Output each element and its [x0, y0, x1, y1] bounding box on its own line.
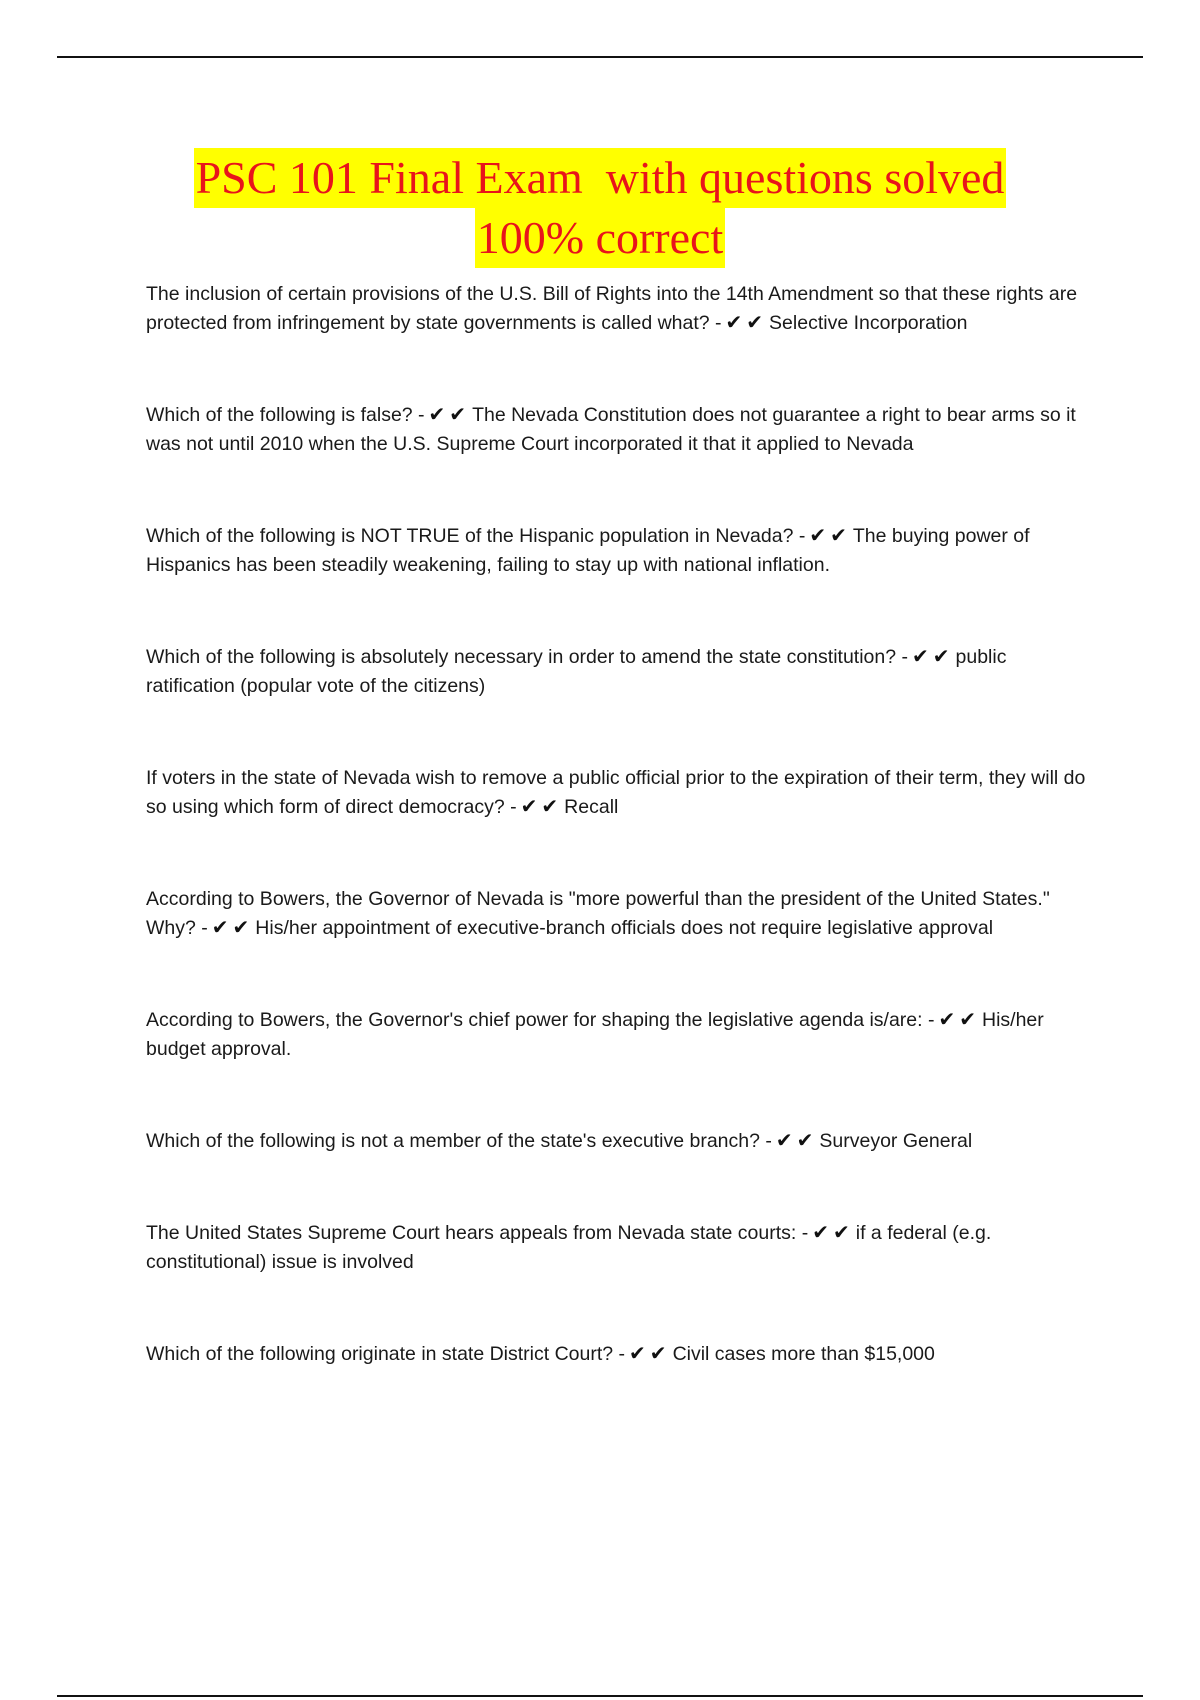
- question-list: [146, 280, 1096, 1369]
- double-check-icon: ✔✔: [428, 402, 471, 426]
- qa-item-7: [146, 1006, 1096, 1064]
- double-check-icon: ✔✔: [912, 644, 954, 668]
- question-text: Which of the following is false? -: [146, 404, 425, 426]
- question-text: Which of the following originate in state District Court? -: [146, 1343, 626, 1365]
- title-line-1: PSC 101 Final Exam with questions solved: [194, 148, 1007, 208]
- answer-text: Selective Incorporation: [769, 312, 968, 334]
- answer-text: Civil cases more than $15,000: [672, 1343, 935, 1365]
- qa-item-9: [146, 1219, 1096, 1277]
- question-text: According to Bowers, the Governor's chief power for shaping the legislative agenda is/are: -: [146, 1009, 935, 1031]
- answer-text: if a federal (e.g. constitutional) issue is involved: [146, 1222, 992, 1273]
- double-check-icon: ✔✔: [520, 794, 563, 818]
- title-line-2: 100% correct: [475, 208, 726, 268]
- question-text: According to Bowers, the Governor of Nevada is "more powerful than the president of the United States." Why? -: [146, 888, 1050, 939]
- question-text: The inclusion of certain provisions of the U.S. Bill of Rights into the 14th Amendment so that these rights are protected from infringement by state governments is called what? -: [146, 283, 1078, 334]
- answer-text: The buying power of Hispanics has been steadily weakening, failing to stay up with national inflation.: [146, 525, 1030, 576]
- question-text: Which of the following is not a member of the state's executive branch? -: [146, 1130, 772, 1152]
- qa-item-8: [146, 1127, 1096, 1156]
- qa-item-5: [146, 764, 1096, 822]
- question-text: Which of the following is NOT TRUE of the Hispanic population in Nevada? -: [146, 525, 806, 547]
- answer-text: His/her budget approval.: [146, 1009, 1044, 1060]
- double-check-icon: ✔✔: [809, 523, 851, 547]
- header-rule: [57, 56, 1143, 58]
- double-check-icon: ✔✔: [775, 1128, 818, 1152]
- question-text: Which of the following is absolutely necessary in order to amend the state constitution? -: [146, 646, 908, 668]
- double-check-icon: ✔✔: [938, 1007, 980, 1031]
- qa-item-10: [146, 1340, 1096, 1369]
- double-check-icon: ✔✔: [725, 310, 768, 334]
- answer-text: Surveyor General: [819, 1130, 973, 1152]
- double-check-icon: ✔✔: [629, 1341, 671, 1365]
- answer-text: His/her appointment of executive-branch officials does not require legislative approval: [255, 917, 994, 939]
- qa-item-3: [146, 522, 1096, 580]
- answer-text: Recall: [564, 796, 619, 818]
- double-check-icon: ✔✔: [211, 915, 254, 939]
- question-text: The United States Supreme Court hears appeals from Nevada state courts: -: [146, 1222, 809, 1244]
- footer-rule: [57, 1695, 1143, 1697]
- question-text: If voters in the state of Nevada wish to remove a public official prior to the expiration of their term, they will do so using which form of direct democracy? -: [146, 767, 1086, 818]
- qa-item-6: [146, 885, 1096, 943]
- answer-text: The Nevada Constitution does not guarantee a right to bear arms so it was not until 2010 when the U.S. Supreme Court incorporated it that it applied to Nevada: [146, 404, 1076, 455]
- double-check-icon: ✔✔: [812, 1220, 854, 1244]
- document-title: [0, 148, 1200, 268]
- qa-item-4: [146, 643, 1096, 701]
- answer-text: public ratification (popular vote of the citizens): [146, 646, 1007, 697]
- qa-item-2: [146, 401, 1096, 459]
- qa-item-1: [146, 280, 1096, 338]
